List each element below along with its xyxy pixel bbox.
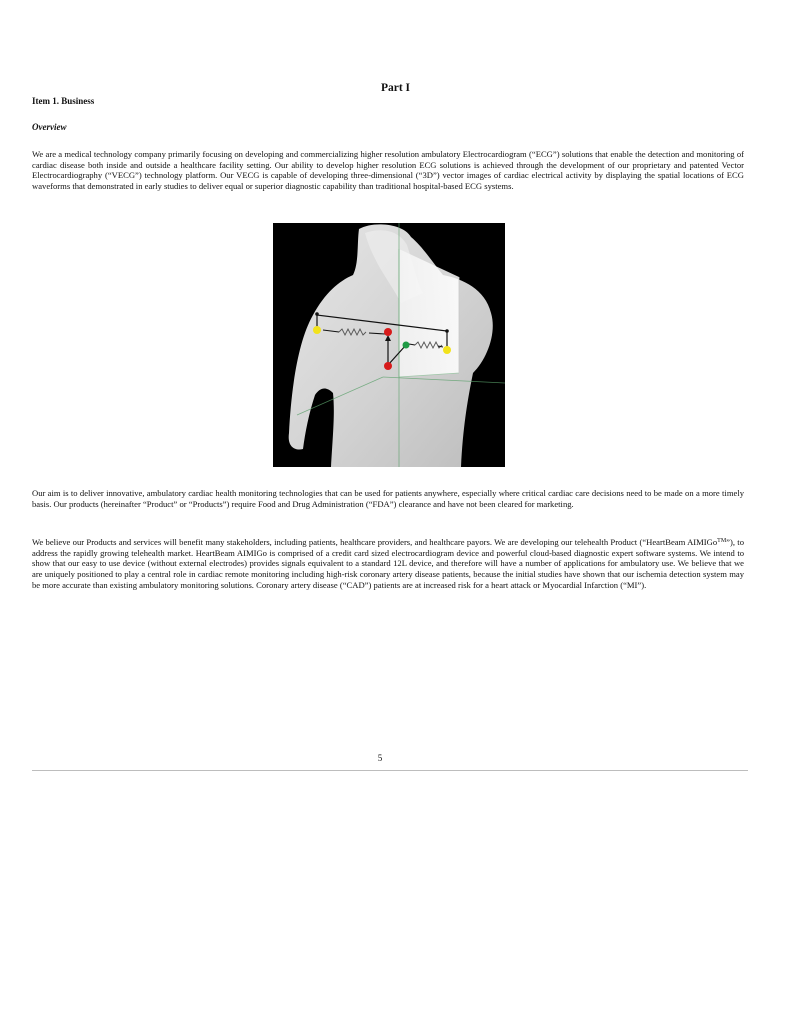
vecg-torso-figure	[273, 223, 505, 467]
wire-node	[315, 312, 319, 316]
paragraph-3-part-a: We believe our Products and services will benefit many stakeholders, including patients, healthcare providers, and healthcare payors. We are developing our telehealth Product (“HeartBeam AIMIGo	[32, 537, 718, 547]
electrode-red-upper	[384, 328, 392, 336]
electrode-red-lower	[384, 362, 392, 370]
trademark-symbol: TM	[717, 538, 727, 544]
electrode-yellow-left	[313, 326, 321, 334]
item-heading: Item 1. Business	[32, 96, 95, 106]
torso-illustration	[273, 223, 505, 467]
overview-paragraph-3	[32, 537, 744, 591]
part-title: Part I	[380, 82, 411, 94]
page-divider	[32, 770, 748, 771]
vector-box	[399, 249, 459, 377]
page-number: 5	[377, 753, 383, 763]
electrode-green	[403, 342, 410, 349]
overview-heading: Overview	[32, 122, 67, 132]
paragraph-3-part-b: ”), to address the rapidly growing telehealth market. HeartBeam AIMIGo is comprised of a credit card sized electrocardiogram device and powerful cloud-based diagnostic expert software systems. We intend to show that our easy to use device (without external electrodes) provides signals equivalent to a standard 12L device, and therefore will have a number of applications for ambulatory use. We believe that we are uniquely positioned to play a central role in cardiac remote monitoring including high-risk coronary artery disease patients, because the initial studies have shown that our ischemia detection system may be more accurate than existing ambulatory monitoring solutions. Coronary artery disease (“CAD”) patients are at increased risk for a heart attack or Myocardial Infarction (“MI”).	[32, 537, 744, 590]
overview-paragraph-2: Our aim is to deliver innovative, ambulatory cardiac health monitoring technologies that can be used for patients anywhere, especially where critical cardiac care decisions need to be made on a more timely basis. Our products (hereinafter “Product” or “Products”) require Food and Drug Administration (“FDA”) clearance and have not been cleared for marketing.	[32, 488, 744, 509]
electrode-yellow-right	[443, 346, 451, 354]
overview-paragraph-1: We are a medical technology company primarily focusing on developing and commercializing higher resolution ambulatory Electrocardiogram (“ECG”) solutions that enable the detection and monitoring of cardiac disease both inside and outside a healthcare facility setting. Our ability to develop higher resolution ECG solutions is achieved through the development of our proprietary and patented Vector Electrocardiography (“VECG”) technology platform. Our VECG is capable of developing three-dimensional (“3D”) vector images of cardiac electrical activity by displaying the spatial locations of ECG waveforms that demonstrated in early studies to deliver equal or superior diagnostic capability than traditional hospital-based ECG systems.	[32, 149, 744, 192]
wire-node	[445, 329, 449, 333]
